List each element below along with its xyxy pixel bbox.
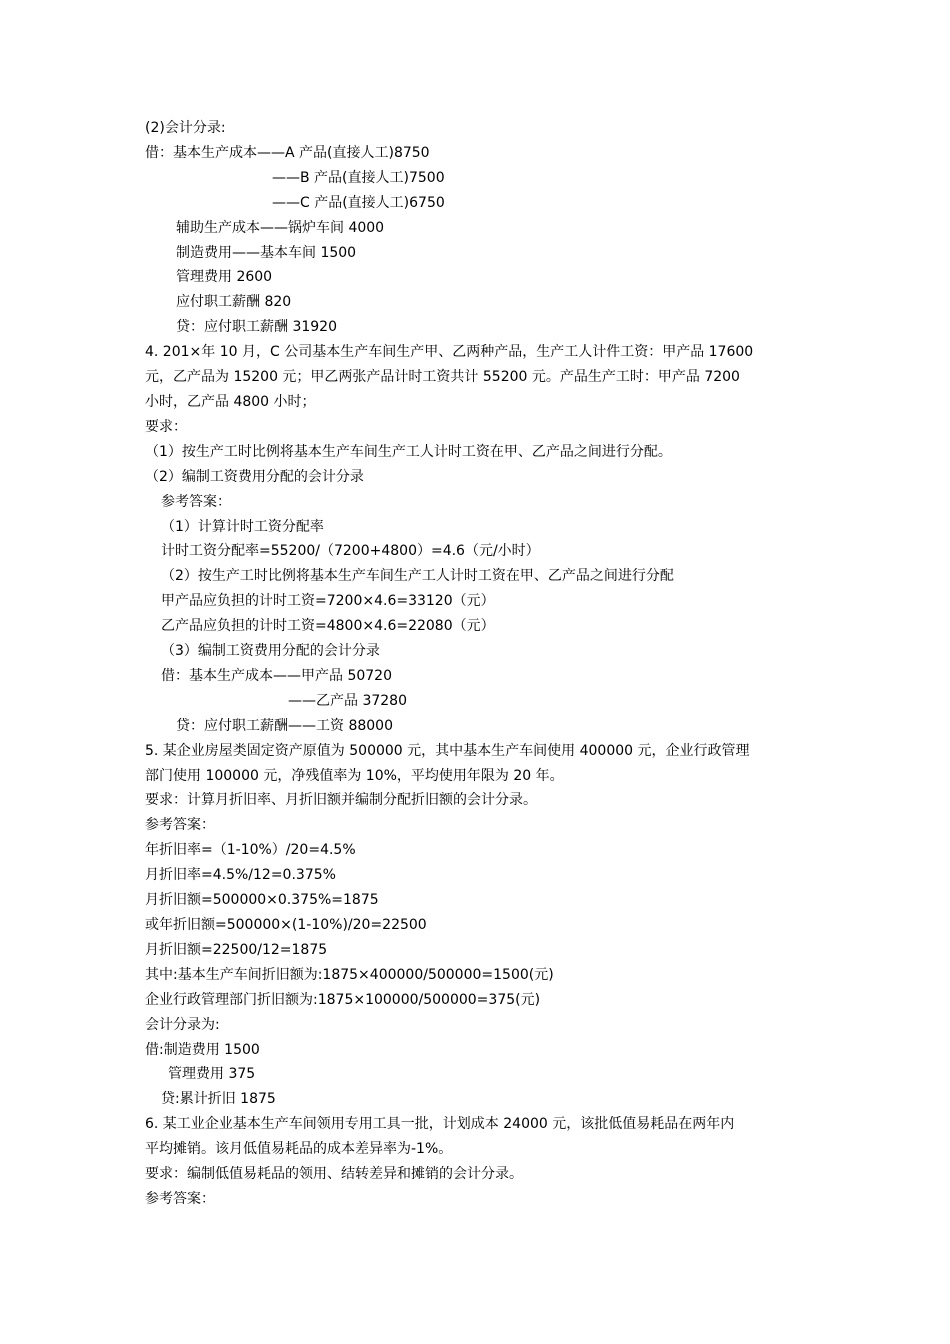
text-line: 借：基本生产成本——A 产品(直接人工)8750 (145, 144, 430, 161)
document-body (145, 116, 810, 1212)
text-line: ——B 产品(直接人工)7500 (272, 169, 445, 186)
text-line: 5. 某企业房屋类固定资产原值为 500000 元，其中基本生产车间使用 400000 元，企业行政管理 (145, 742, 750, 759)
text-line: （1）按生产工时比例将基本生产车间生产工人计时工资在甲、乙产品之间进行分配。 (145, 443, 672, 460)
text-line: ——C 产品(直接人工)6750 (272, 194, 445, 211)
text-line: 参考答案： (161, 493, 231, 510)
text-line: 甲产品应负担的计时工资=7200×4.6=33120（元） (161, 593, 495, 610)
text-line: 其中:基本生产车间折旧额为:1875×400000/500000=1500(元) (145, 966, 554, 983)
text-line: 或年折旧额=500000×(1-10%)/20=22500 (145, 917, 427, 933)
text-line: (2)会计分录: (145, 120, 226, 136)
text-line: ——乙产品 37280 (288, 692, 407, 709)
text-line: 计时工资分配率=55200/（7200+4800）=4.6（元/小时） (161, 543, 540, 560)
text-line: 月折旧额=22500/12=1875 (145, 941, 328, 958)
text-line: 贷：应付职工薪酬——工资 88000 (176, 717, 393, 734)
text-line: 月折旧率=4.5%/12=0.375% (145, 867, 336, 884)
text-line: 小时，乙产品 4800 小时； (145, 393, 316, 410)
text-line: 管理费用 375 (168, 1066, 256, 1083)
text-line: 管理费用 2600 (176, 269, 273, 286)
text-line: 年折旧率=（1-10%）/20=4.5% (145, 842, 356, 859)
text-line: 4. 201×年 10 月，C 公司基本生产车间生产甲、乙两种产品，生产工人计件工资：甲产品 17600 (145, 344, 754, 361)
text-line: 6. 某工业企业基本生产车间领用专用工具一批，计划成本 24000 元，该批低值易耗品在两年内 (145, 1116, 735, 1133)
text-line: （2）编制工资费用分配的会计分录 (145, 468, 364, 485)
text-line: 乙产品应负担的计时工资=4800×4.6=22080（元） (161, 618, 495, 635)
text-line: 平均摊销。该月低值易耗品的成本差异率为-1%。 (145, 1141, 453, 1158)
text-line: 借:制造费用 1500 (145, 1041, 260, 1058)
text-line: 辅助生产成本——锅炉车间 4000 (176, 219, 385, 236)
text-line: 要求：编制低值易耗品的领用、结转差异和摊销的会计分录。 (145, 1166, 523, 1183)
text-line: 元，乙产品为 15200 元；甲乙两张产品计时工资共计 55200 元。产品生产工时：甲产品 7200 (145, 369, 740, 386)
text-line: （2）按生产工时比例将基本生产车间生产工人计时工资在甲、乙产品之间进行分配 (161, 568, 674, 585)
text-line: 参考答案： (145, 1190, 215, 1207)
text-line: 企业行政管理部门折旧额为:1875×100000/500000=375(元) (145, 991, 541, 1008)
text-line: 部门使用 100000 元，净残值率为 10%，平均使用年限为 20 年。 (145, 767, 564, 784)
text-line: 参考答案： (145, 817, 215, 834)
text-line: （1）计算计时工资分配率 (161, 518, 324, 535)
text-line: （3）编制工资费用分配的会计分录 (161, 643, 380, 660)
text-line: 贷:累计折旧 1875 (161, 1091, 276, 1108)
text-line: 借：基本生产成本——甲产品 50720 (161, 667, 392, 684)
text-line: 会计分录为: (145, 1016, 220, 1033)
text-line: 贷：应付职工薪酬 31920 (176, 319, 337, 336)
text-line: 应付职工薪酬 820 (176, 294, 292, 311)
text-line: 月折旧额=500000×0.375%=1875 (145, 892, 379, 909)
text-line: 制造费用——基本车间 1500 (176, 244, 357, 261)
text-line: 要求：计算月折旧率、月折旧额并编制分配折旧额的会计分录。 (145, 792, 537, 809)
text-line: 要求： (145, 418, 187, 435)
